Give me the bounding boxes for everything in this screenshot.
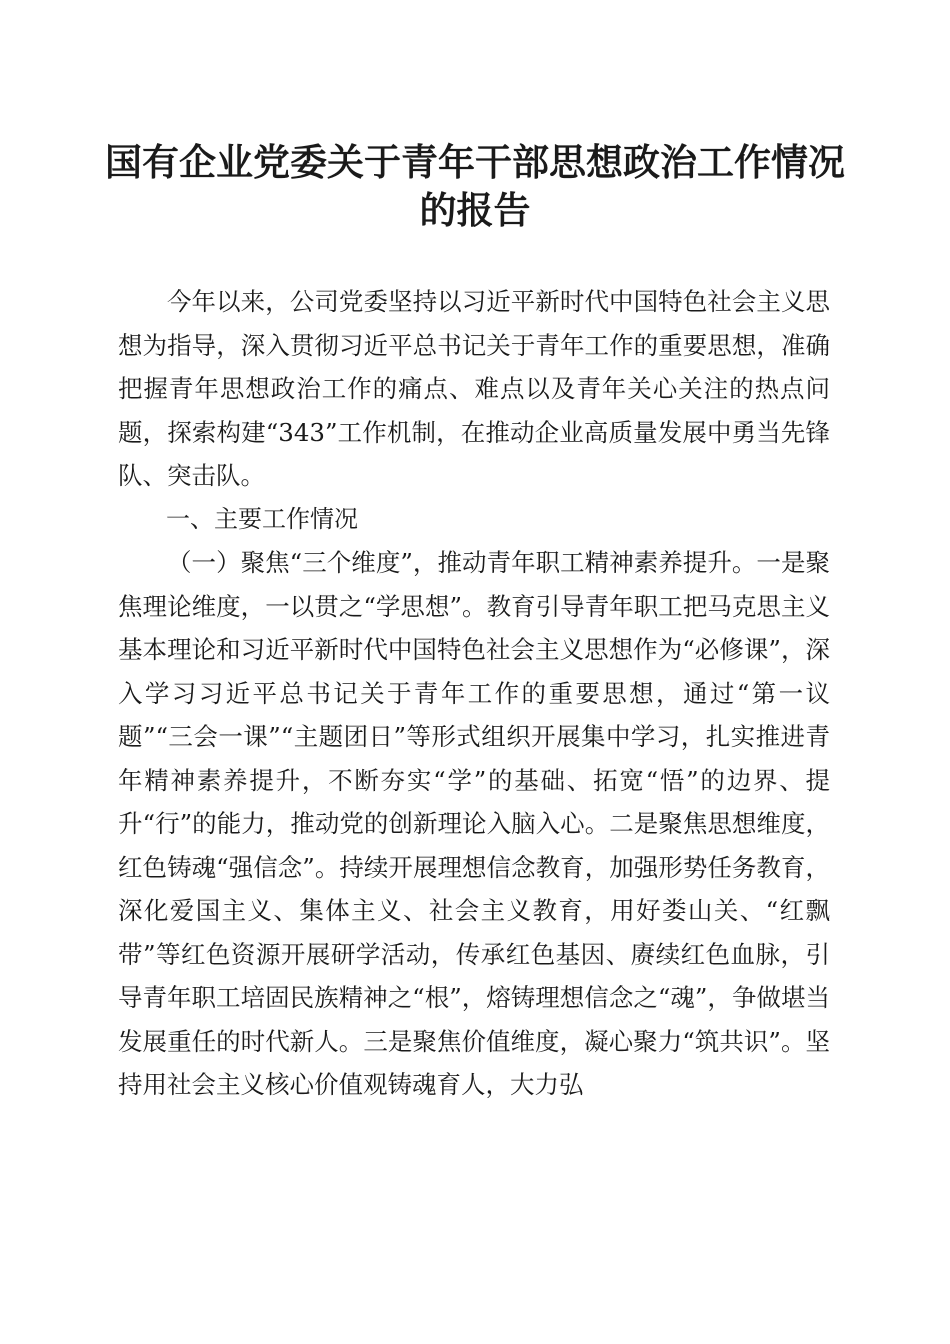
subsection-heading-three-dimensions: （一）聚焦“三个维度”，推动青年职工精神素养提升。 bbox=[167, 548, 757, 577]
subsection-paragraph bbox=[118, 541, 830, 1107]
document-title: 国有企业党委关于青年干部思想政治工作情况的报告 bbox=[105, 140, 845, 232]
document-body bbox=[118, 280, 830, 1107]
intro-paragraph: 今年以来，公司党委坚持以习近平新时代中国特色社会主义思想为指导，深入贯彻习近平总书记关于青年工作的重要思想，准确把握青年思想政治工作的痛点、难点以及青年关心关注的热点问题，探索构建“343”工作机制，在推动企业高质量发展中勇当先锋队、突击队。 bbox=[118, 287, 830, 490]
section-heading-main-work: 一、主要工作情况 bbox=[166, 504, 358, 533]
subsection-body: 一是聚焦理论维度，一以贯之“学思想”。教育引导青年职工把马克思主义基本理论和习近平新时代中国特色社会主义思想作为“必修课”，深入学习习近平总书记关于青年工作的重要思想，通过“第一议题”“三会一课”“主题团日”等形式组织开展集中学习，扎实推进青年精神素养提升，不断夯实“学”的基础、拓宽“悟”的边界、提升“行”的能力，推动党的创新理论入脑入心。二是聚焦思想维度，红色铸魂“强信念”。持续开展理想信念教育，加强形势任务教育，深化爱国主义、集体主义、社会主义教育，用好娄山关、“红飘带”等红色资源开展研学活动，传承红色基因、赓续红色血脉，引导青年职工培固民族精神之“根”，熔铸理想信念之“魂”，争做堪当发展重任的时代新人。三是聚焦价值维度，凝心聚力“筑共识”。坚持用社会主义核心价值观铸魂育人，大力弘 bbox=[118, 548, 830, 1099]
